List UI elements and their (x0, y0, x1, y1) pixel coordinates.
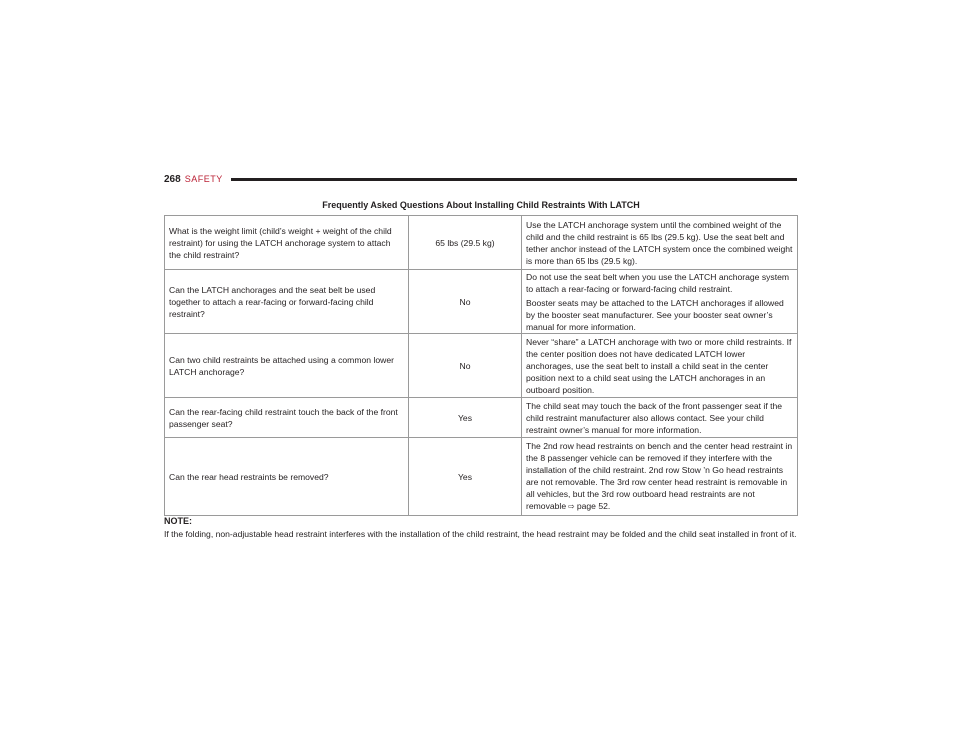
answer-cell: Yes (409, 438, 522, 516)
question-cell: Can the rear head restraints be removed? (165, 438, 409, 516)
explanation-main: The 2nd row head restraints on bench and the center head restraint in the 8 passenger vehicle can be removed if they interfere with the installation of the child restraint. 2nd row Stow ’n Go head restraints are not removable. The 3rd row center head restraint is removable in all vehicles, but the 3rd row outboard head restraints are not removable (526, 441, 793, 511)
table-title-row (165, 195, 798, 216)
explanation-text: Use the LATCH anchorage system until the combined weight of the child and the child restraint is 65 lbs (29.5 kg). Use the seat belt and tether anchor instead of the LATCH system once the combined weight is more than 65 lbs (29.5 kg). (526, 219, 793, 266)
explanation-text: Do not use the seat belt when you use the LATCH anchorage system to attach a rear-facing or forward-facing child restraint. (526, 271, 790, 294)
table-row (165, 216, 798, 270)
page-header (164, 171, 797, 187)
note-text: If the folding, non-adjustable head restraint interferes with the installation of the child restraint, the head restraint may be folded and the child seat installed in front of it. (164, 529, 797, 539)
question-cell: Can the LATCH anchorages and the seat belt be used together to attach a rear-facing or forward-facing child restraint? (165, 270, 409, 334)
table-row (165, 398, 798, 438)
answer-cell: No (409, 334, 522, 398)
answer-cell: 65 lbs (29.5 kg) (409, 216, 522, 270)
table-row (165, 438, 798, 516)
explanation-text: Never “share” a LATCH anchorage with two or more child restraints. If the center position does not have dedicated LATCH lower anchorages, use the seat belt to install a child seat in the center position next to a child seat using the LATCH anchorages in an outboard position. (526, 336, 792, 395)
explanation-text: The child seat may touch the back of the front passenger seat if the child restraint manufacturer also allows contact. See your child restraint owner’s manual for more information. (526, 400, 783, 435)
note-title: NOTE: (164, 516, 192, 526)
table-title: Frequently Asked Questions About Installing Child Restraints With LATCH (165, 195, 798, 216)
table-row (165, 270, 798, 334)
question-cell: Can the rear-facing child restraint touch the back of the front passenger seat? (165, 398, 409, 438)
page-reference-arrow-icon: ⇨ (568, 502, 575, 511)
explanation-text: Booster seats may be attached to the LATCH anchorages if allowed by the booster seat manufacturer. See your booster seat owner’s manual for more information. (526, 297, 784, 332)
faq-table (164, 195, 798, 516)
header-rule (231, 178, 797, 181)
answer-cell: Yes (409, 398, 522, 438)
explanation-cell (522, 398, 798, 438)
explanation-text (526, 440, 793, 513)
explanation-cell (522, 270, 798, 334)
explanation-cell (522, 334, 798, 398)
table-row (165, 334, 798, 398)
explanation-cell (522, 438, 798, 516)
question-cell: What is the weight limit (child’s weight + weight of the child restraint) for using the LATCH anchorage system to attach the child restraint? (165, 216, 409, 270)
answer-cell: No (409, 270, 522, 334)
page-number: 268 (164, 173, 181, 185)
question-cell: Can two child restraints be attached using a common lower LATCH anchorage? (165, 334, 409, 398)
explanation-cell (522, 216, 798, 270)
section-name: SAFETY (184, 174, 223, 184)
page-reference-link[interactable]: page 52. (576, 501, 611, 511)
